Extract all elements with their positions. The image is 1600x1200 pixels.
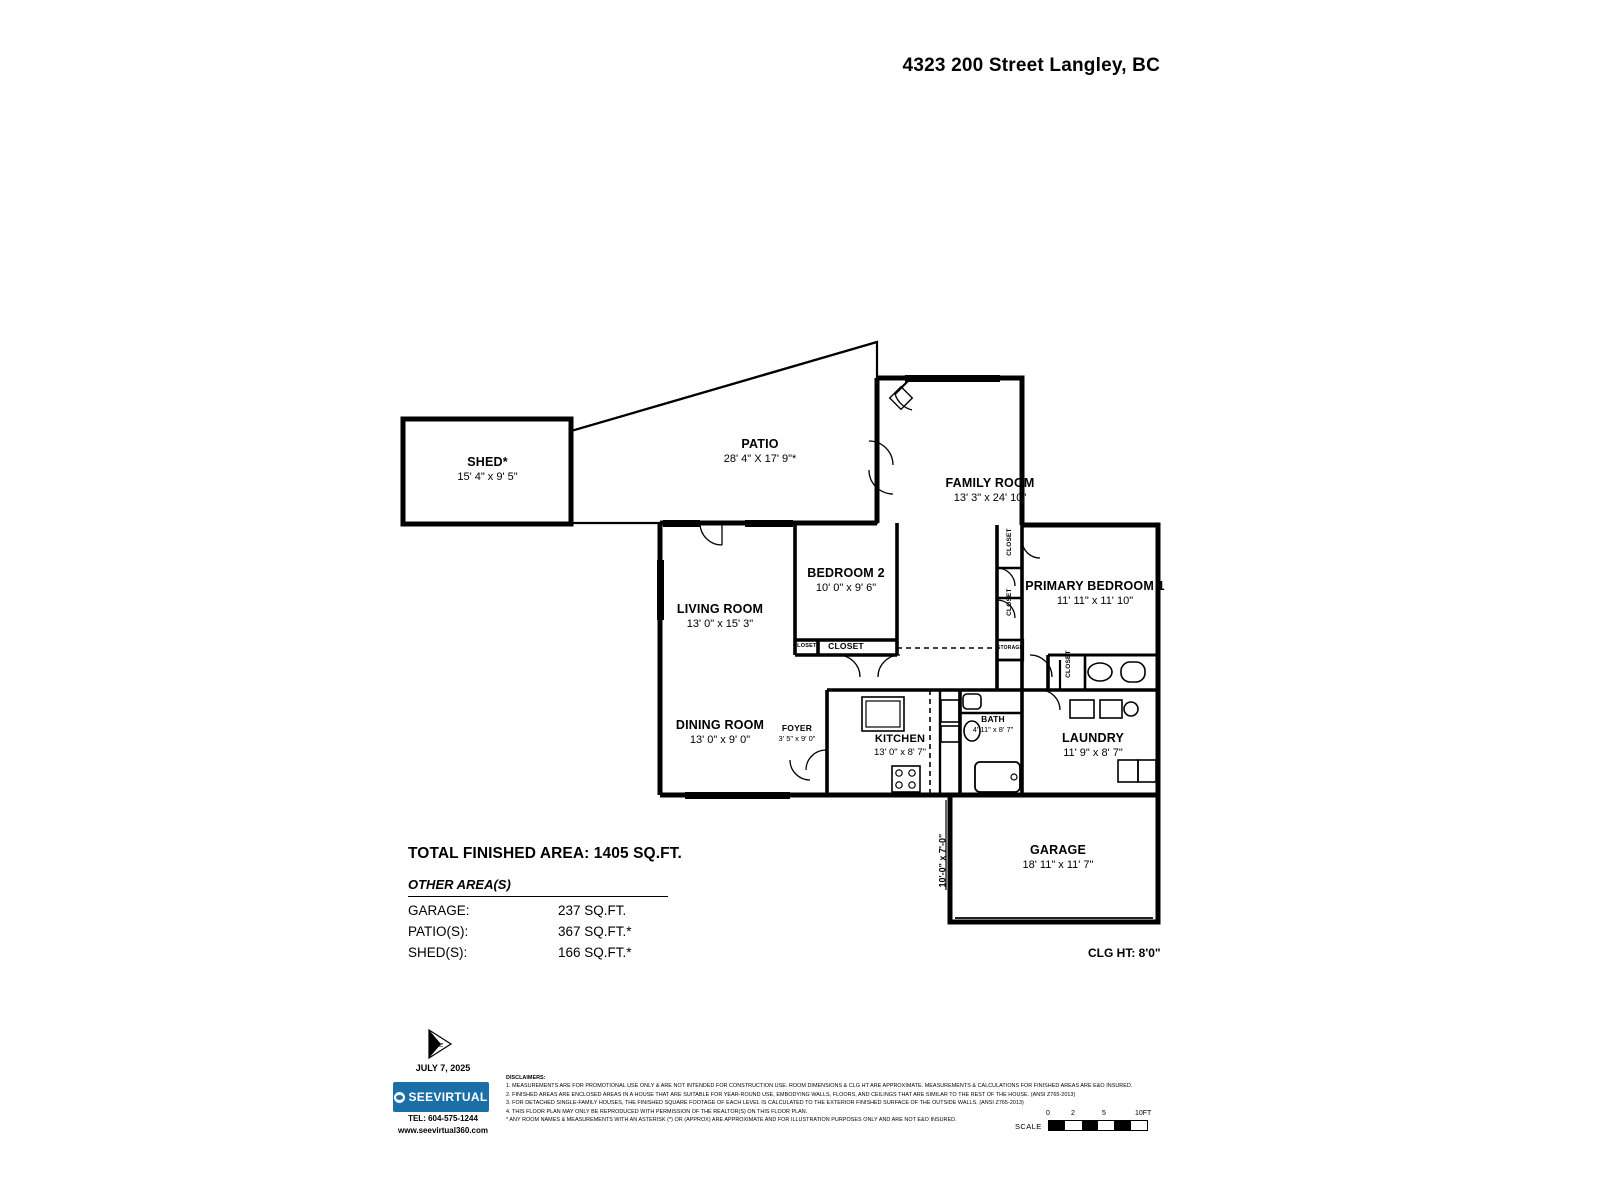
summary-row-shed: SHED(S): 166 SQ.FT.* xyxy=(408,945,632,960)
summary-row-garage: GARAGE: 237 SQ.FT. xyxy=(408,903,627,918)
label-closet-main: CLOSET xyxy=(828,641,864,651)
disclaimer-line: 2. FINISHED AREAS ARE ENCLOSED AREAS IN A HOUSE THAT ARE SUITABLE FOR YEAR-ROUND USE, EMBODYING WALLS, FLOORS, AND CEILINGS THAT ARE SIMILAR TO THE REST OF THE HOUSE. (ANSI Z765-2013) xyxy=(506,1091,1076,1098)
area-summary xyxy=(408,845,682,966)
room-label-foyer: FOYER 3' 5" x 9' 0" xyxy=(778,723,816,743)
seevirtual-logo xyxy=(393,1082,489,1112)
room-label-porch: 10'-0" x 7'-0" xyxy=(937,833,948,888)
disclaimer-line: 4. THIS FLOOR PLAN MAY ONLY BE REPRODUCED WITH PERMISSION OF THE REALTOR(S) ON THIS FLOOR PLAN. xyxy=(506,1108,808,1115)
label-storage: STORAGE xyxy=(996,645,1024,651)
room-label-shed: SHED* 15' 4" x 9' 5" xyxy=(457,455,518,483)
ceiling-height-note: CLG HT: 8'0" xyxy=(1088,946,1161,960)
label-closet-upper: CLOSET xyxy=(1005,528,1013,556)
room-label-living-room: LIVING ROOM 13' 0" x 15' 3" xyxy=(676,602,764,630)
scale-bar xyxy=(1015,1110,1165,1131)
disclaimer-line: 1. MEASUREMENTS ARE FOR PROMOTIONAL USE ONLY & ARE NOT INTENDED FOR CONSTRUCTION USE. ROOM DIMENSIONS & CLG HT ARE APPROXIMATE. MEASUREMENTS & CALCULATIONS FOR FINISHED AREAS ARE E&O INSURED. xyxy=(506,1083,1133,1090)
patio-outline xyxy=(571,342,877,523)
page-title: 4323 200 Street Langley, BC xyxy=(902,55,1160,76)
room-label-primary-bedroom: PRIMARY BEDROOM 1 11' 11" x 11' 10" xyxy=(1025,579,1165,607)
scale-ticks: 0 2 5 10FT xyxy=(1046,1110,1152,1117)
scale-bar-graphic xyxy=(1048,1120,1148,1131)
room-label-kitchen: KITCHEN 13' 0" x 8' 7" xyxy=(873,733,927,758)
label-closet-small: CLOSET xyxy=(793,643,817,649)
room-label-patio: PATIO 28' 4" X 17' 9"* xyxy=(723,437,797,465)
label-closet-hall: CLOSET xyxy=(1064,650,1072,678)
room-label-family-room: FAMILY ROOM 13' 3" x 24' 10" xyxy=(945,476,1035,504)
disclaimer-heading: DISCLAIMERS: xyxy=(506,1075,546,1081)
room-label-bath: BATH 4' 11" x 8' 7" xyxy=(972,714,1014,734)
contact-phone: TEL: 604-575-1244 xyxy=(408,1114,478,1123)
logo-eye-icon xyxy=(394,1092,405,1103)
north-arrow xyxy=(415,1026,475,1062)
plan-date: JULY 7, 2025 xyxy=(415,1063,471,1073)
total-finished-area: TOTAL FINISHED AREA: 1405 SQ.FT. xyxy=(408,845,682,862)
summary-divider xyxy=(408,896,668,897)
north-letter: N xyxy=(439,1042,446,1048)
logo-wordmark: SEEVIRTUAL xyxy=(408,1090,488,1104)
room-label-bedroom-2: BEDROOM 2 10' 0" x 9' 6" xyxy=(807,566,885,594)
summary-row-patio: PATIO(S): 367 SQ.FT.* xyxy=(408,924,632,939)
room-label-dining-room: DINING ROOM 13' 0" x 9' 0" xyxy=(675,718,765,746)
other-areas-label: OTHER AREA(S) xyxy=(408,877,511,892)
scale-label: SCALE xyxy=(1015,1122,1042,1131)
disclaimer-line: 3. FOR DETACHED SINGLE-FAMILY HOUSES, THE FINISHED SQUARE FOOTAGE OF EACH LEVEL IS CALCULATED TO THE EXTERIOR FINISHED SURFACE OF THE OUTSIDE WALLS. (ANSI Z765-2013) xyxy=(506,1100,1024,1107)
disclaimer-line: * ANY ROOM NAMES & MEASUREMENTS WITH AN ASTERISK (*) OR (APPROX) ARE APPROXIMATE AND FOR ILLUSTRATION PURPOSES ONLY AND ARE NOT E&O INSURED. xyxy=(506,1116,957,1123)
room-label-laundry: LAUNDRY 11' 9" x 8' 7" xyxy=(1061,731,1125,759)
label-closet-lower: CLOSET xyxy=(1005,588,1013,616)
room-label-garage: GARAGE 18' 11" x 11' 7" xyxy=(1022,843,1094,871)
contact-website: www.seevirtual360.com xyxy=(398,1126,488,1135)
